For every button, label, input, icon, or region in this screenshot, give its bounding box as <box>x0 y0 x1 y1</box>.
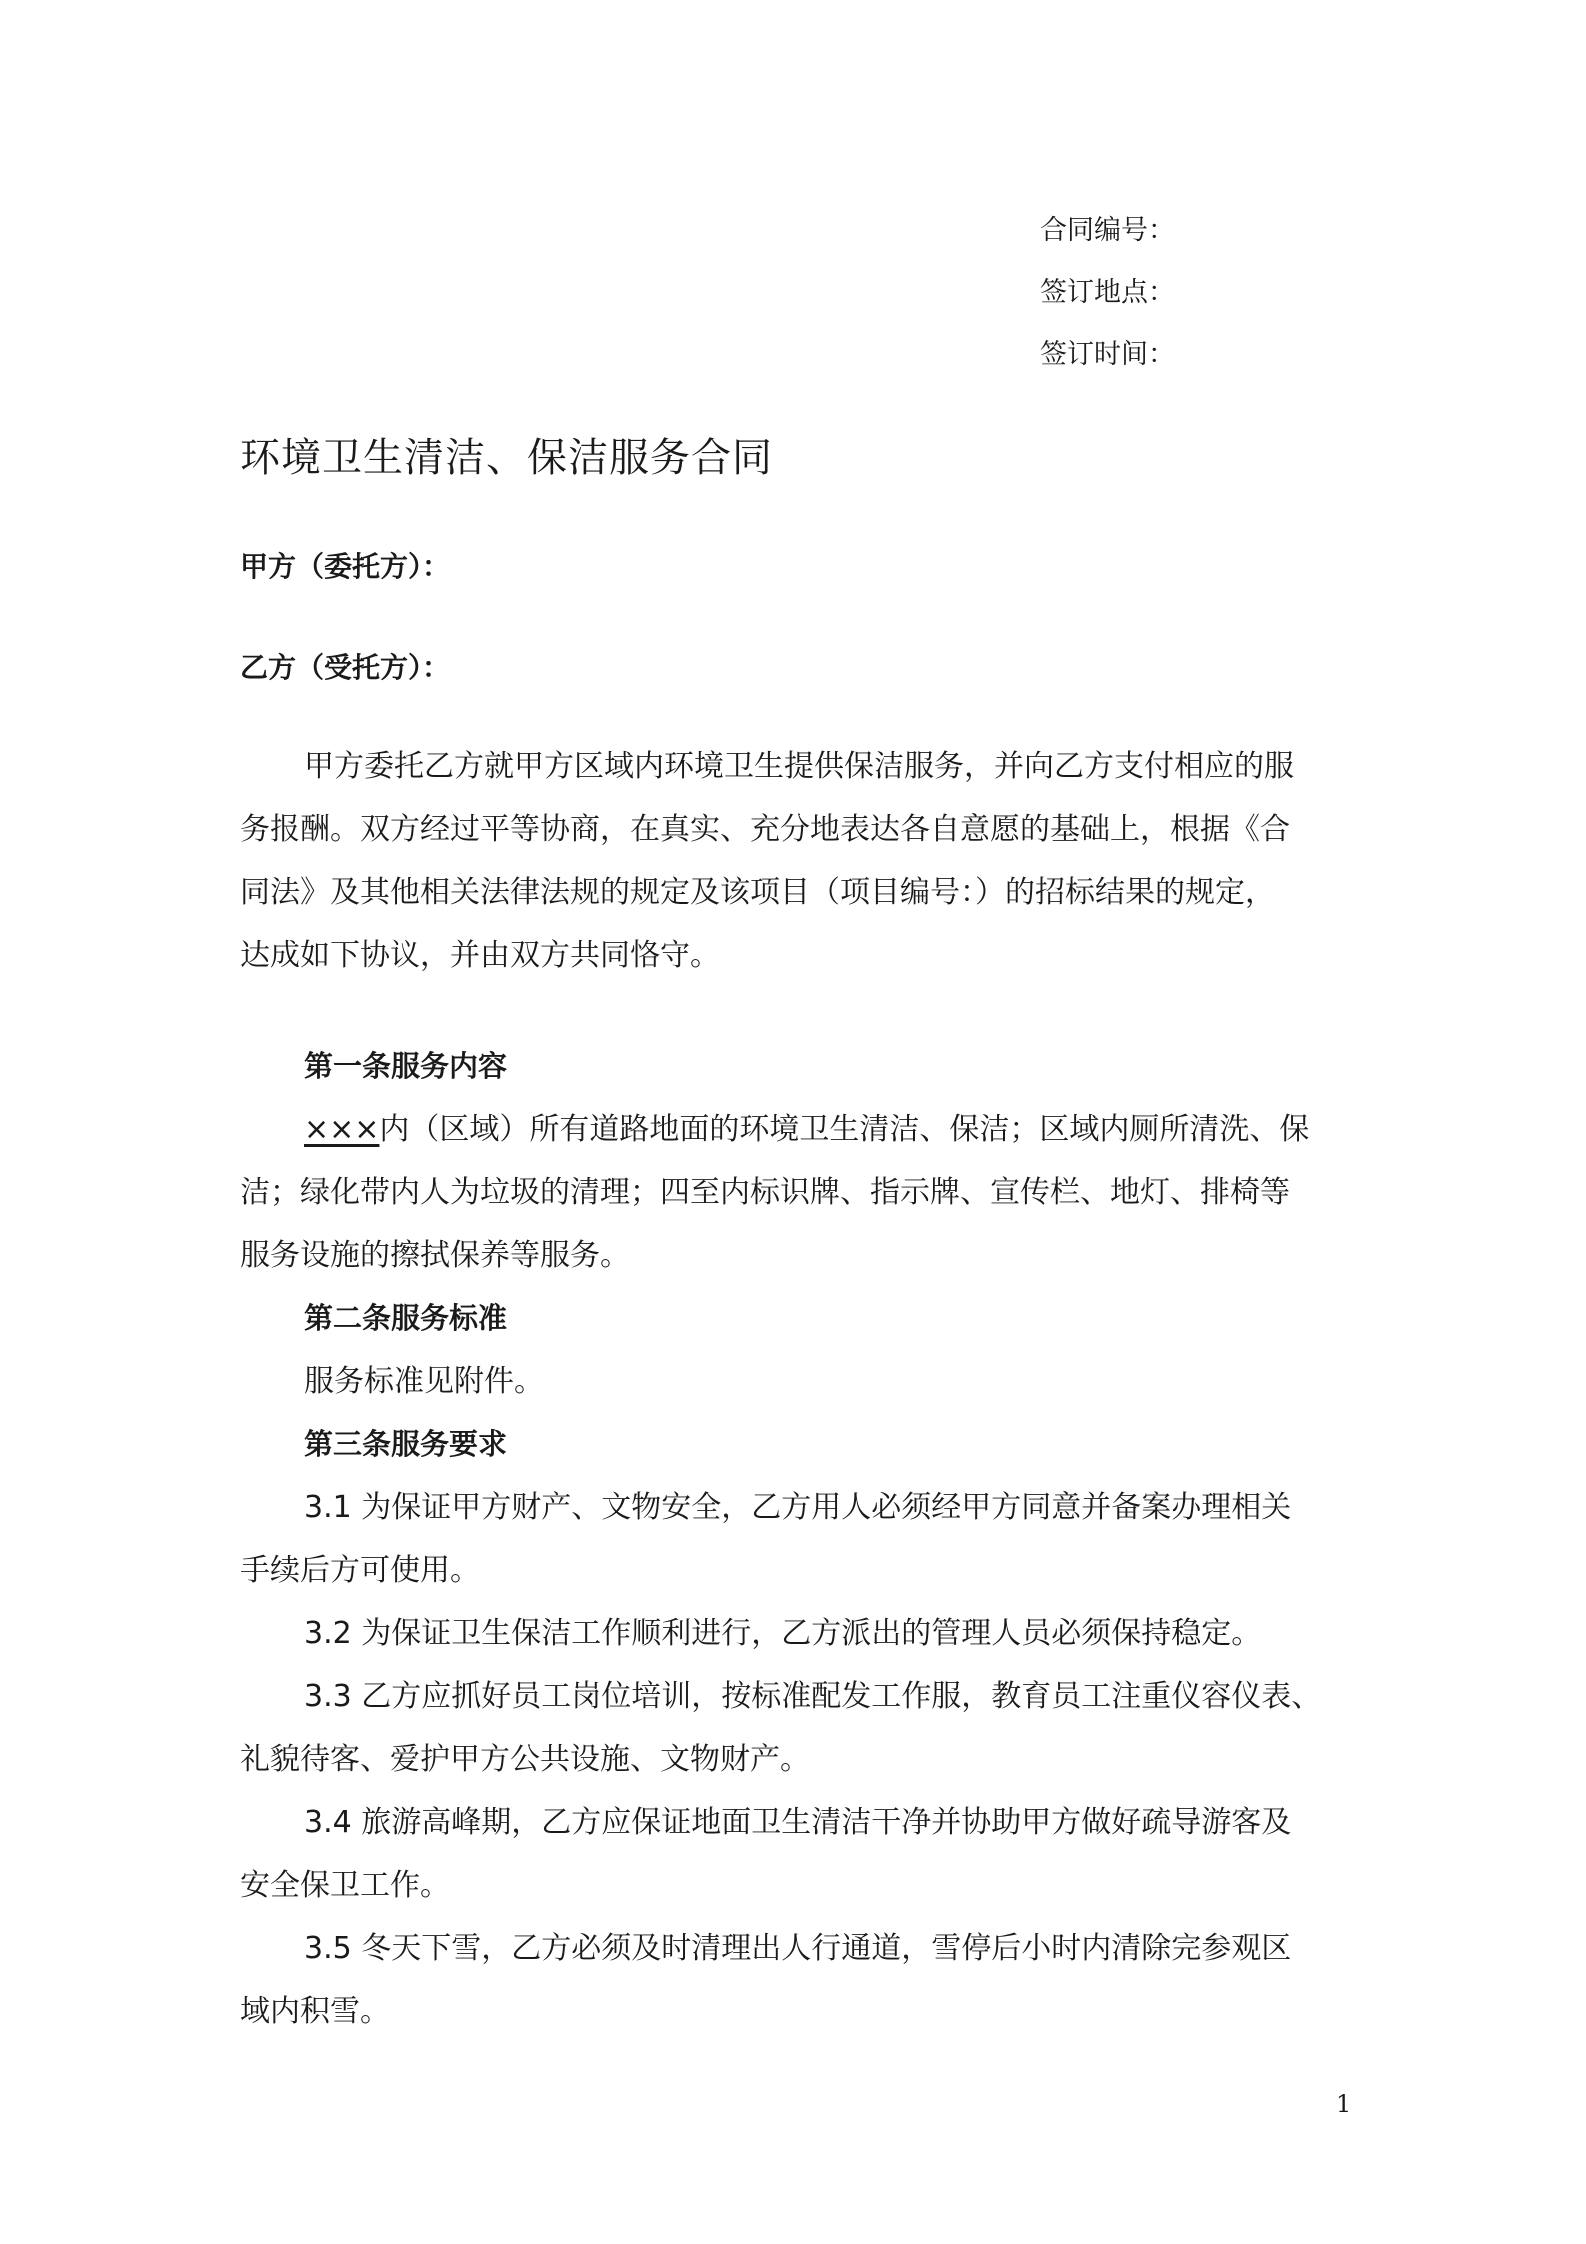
article-1 <box>240 1035 1360 1287</box>
page-number: 1 <box>1336 2090 1352 2118</box>
paragraph-line: 洁；绿化带内人为垃圾的清理；四至内标识牌、指示牌、宣传栏、地灯、排椅等 <box>240 1175 1290 1210</box>
paragraph-line: 3.2 为保证卫生保洁工作顺利进行，乙方派出的管理人员必须保持稳定。 <box>304 1616 1262 1651</box>
article-2-heading: 第二条服务标准 <box>304 1301 508 1335</box>
section-spacer <box>240 987 1360 1035</box>
paragraph-line: 同法》及其他相关法律法规的规定及该项目（项目编号：）的招标结果的规定， <box>240 875 1275 910</box>
paragraph-line: 3.3 乙方应抓好员工岗位培训，按标准配发工作服，教育员工注重仪容仪表、 <box>304 1679 1322 1714</box>
paragraph-text: 内（区域）所有道路地面的环境卫生清洁、保洁；区域内厕所清洗、保 <box>379 1112 1310 1147</box>
document-title: 环境卫生清洁、保洁服务合同 <box>240 435 773 481</box>
paragraph-line: 手续后方可使用。 <box>240 1553 480 1588</box>
paragraph-line: 服务设施的擦拭保养等服务。 <box>240 1238 630 1273</box>
paragraph-line: 3.4 旅游高峰期，乙方应保证地面卫生清洁干净并协助甲方做好疏导游客及 <box>304 1805 1292 1840</box>
article-3-heading: 第三条服务要求 <box>304 1427 508 1461</box>
article-2 <box>240 1287 1360 1413</box>
paragraph-line: 礼貌待客、爱护甲方公共设施、文物财产。 <box>240 1742 810 1777</box>
paragraph-line: 达成如下协议，并由双方共同恪守。 <box>240 938 720 973</box>
paragraph-line: 服务标准见附件。 <box>304 1364 544 1399</box>
intro-paragraph <box>240 735 1360 987</box>
paragraph-line: 甲方委托乙方就甲方区域内环境卫生提供保洁服务，并向乙方支付相应的服 <box>304 749 1294 784</box>
paragraph-line <box>240 1098 1360 1161</box>
contract-body <box>240 735 1360 2043</box>
article-3 <box>240 1413 1360 2043</box>
signing-place-label: 签订地点： <box>1040 277 1175 308</box>
paragraph-line: 域内积雪。 <box>240 1994 390 2029</box>
party-a-label: 甲方（委托方）： <box>240 550 451 583</box>
party-b-label: 乙方（受托方）： <box>240 651 451 684</box>
paragraph-line: 3.5 冬天下雪，乙方必须及时清理出人行通道，雪停后小时内清除完参观区 <box>304 1931 1292 1966</box>
contract-number-label: 合同编号： <box>1040 215 1175 246</box>
paragraph-line: 3.1 为保证甲方财产、文物安全，乙方用人必须经甲方同意并备案办理相关 <box>304 1490 1292 1525</box>
signing-time-label: 签订时间： <box>1040 339 1175 370</box>
paragraph-line: 安全保卫工作。 <box>240 1868 450 1903</box>
article-1-heading: 第一条服务内容 <box>304 1049 508 1083</box>
contract-meta-block <box>1040 200 1340 386</box>
placeholder-mark: ××× <box>304 1112 380 1147</box>
paragraph-line: 务报酬。双方经过平等协商，在真实、充分地表达各自意愿的基础上，根据《合 <box>240 812 1290 847</box>
